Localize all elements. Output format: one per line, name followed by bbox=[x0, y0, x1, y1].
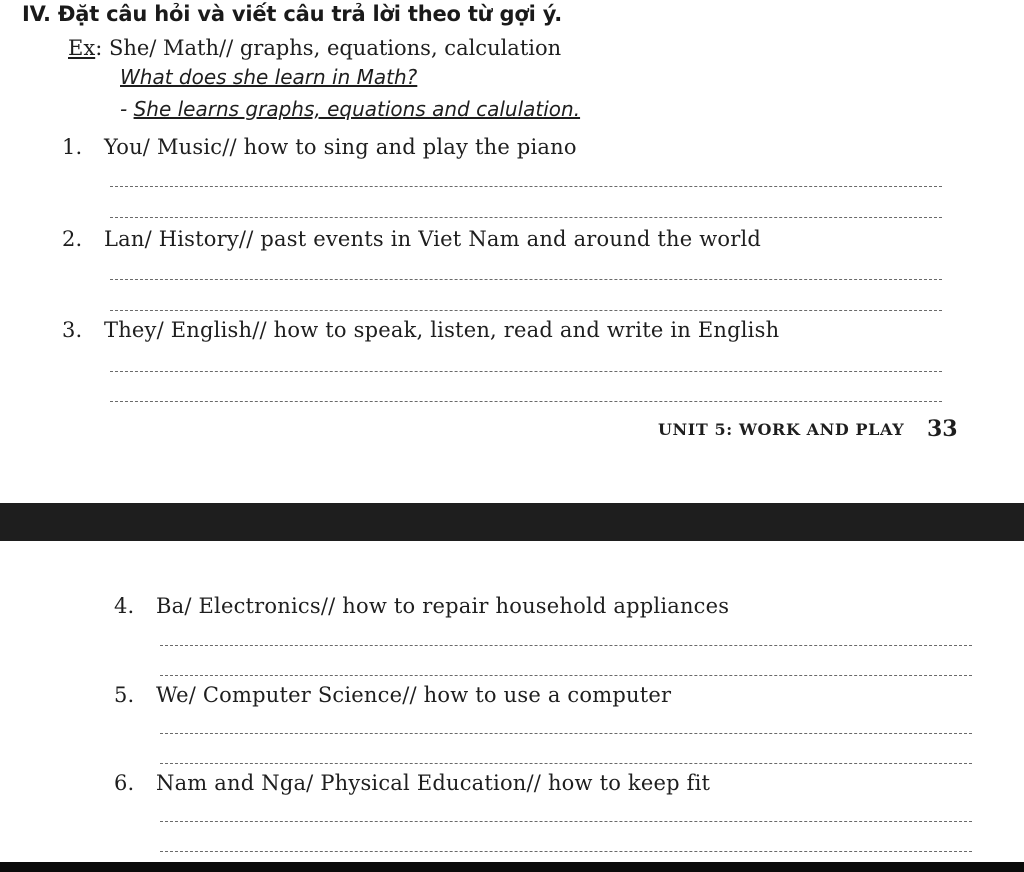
answer-line-5b[interactable] bbox=[160, 763, 972, 764]
exercise-item-6 bbox=[114, 771, 710, 795]
answer-line-6a[interactable] bbox=[160, 821, 972, 822]
answer-line-2b[interactable] bbox=[110, 310, 942, 311]
item-cue: Ba/ Electronics// how to repair household appliances bbox=[156, 594, 730, 618]
item-number: 5. bbox=[114, 683, 135, 707]
page-number: 33 bbox=[927, 416, 958, 442]
item-number: 2. bbox=[62, 227, 83, 251]
item-number: 1. bbox=[62, 135, 83, 159]
example-prompt-line bbox=[68, 36, 561, 60]
example-colon: : bbox=[95, 36, 103, 60]
example-answer-line bbox=[120, 97, 580, 121]
example-answer-prefix: - bbox=[120, 97, 134, 121]
answer-line-5a[interactable] bbox=[160, 733, 972, 734]
example-prompt: She/ Math// graphs, equations, calculation bbox=[102, 36, 562, 60]
example-question: What does she learn in Math? bbox=[120, 65, 418, 89]
item-cue: Nam and Nga/ Physical Education// how to keep fit bbox=[156, 771, 711, 795]
bottom-edge-bar bbox=[0, 862, 1024, 872]
unit-footer: UNIT 5: WORK AND PLAY bbox=[658, 420, 905, 439]
item-cue: Lan/ History// past events in Viet Nam and around the world bbox=[104, 227, 762, 251]
exercise-item-2 bbox=[62, 227, 761, 251]
item-number: 4. bbox=[114, 594, 135, 618]
exercise-item-1 bbox=[62, 135, 577, 159]
item-cue: We/ Computer Science// how to use a computer bbox=[156, 683, 672, 707]
exercise-item-3 bbox=[62, 318, 779, 342]
item-number: 3. bbox=[62, 318, 83, 342]
exercise-item-5 bbox=[114, 683, 671, 707]
answer-line-6b[interactable] bbox=[160, 851, 972, 852]
exercise-heading: IV. Đặt câu hỏi và viết câu trả lời theo từ gợi ý. bbox=[22, 2, 563, 26]
item-cue: You/ Music// how to sing and play the piano bbox=[104, 135, 577, 159]
item-number: 6. bbox=[114, 771, 135, 795]
exercise-item-4 bbox=[114, 594, 729, 618]
answer-line-2a[interactable] bbox=[110, 279, 942, 280]
answer-line-1a[interactable] bbox=[110, 186, 942, 187]
answer-line-3b[interactable] bbox=[110, 401, 942, 402]
answer-line-3a[interactable] bbox=[110, 371, 942, 372]
example-answer: She learns graphs, equations and calulation. bbox=[133, 97, 581, 121]
answer-line-4b[interactable] bbox=[160, 675, 972, 676]
item-cue: They/ English// how to speak, listen, read and write in English bbox=[104, 318, 780, 342]
answer-line-1b[interactable] bbox=[110, 217, 942, 218]
answer-line-4a[interactable] bbox=[160, 645, 972, 646]
page-divider-band bbox=[0, 503, 1024, 541]
example-label: Ex bbox=[68, 36, 96, 60]
